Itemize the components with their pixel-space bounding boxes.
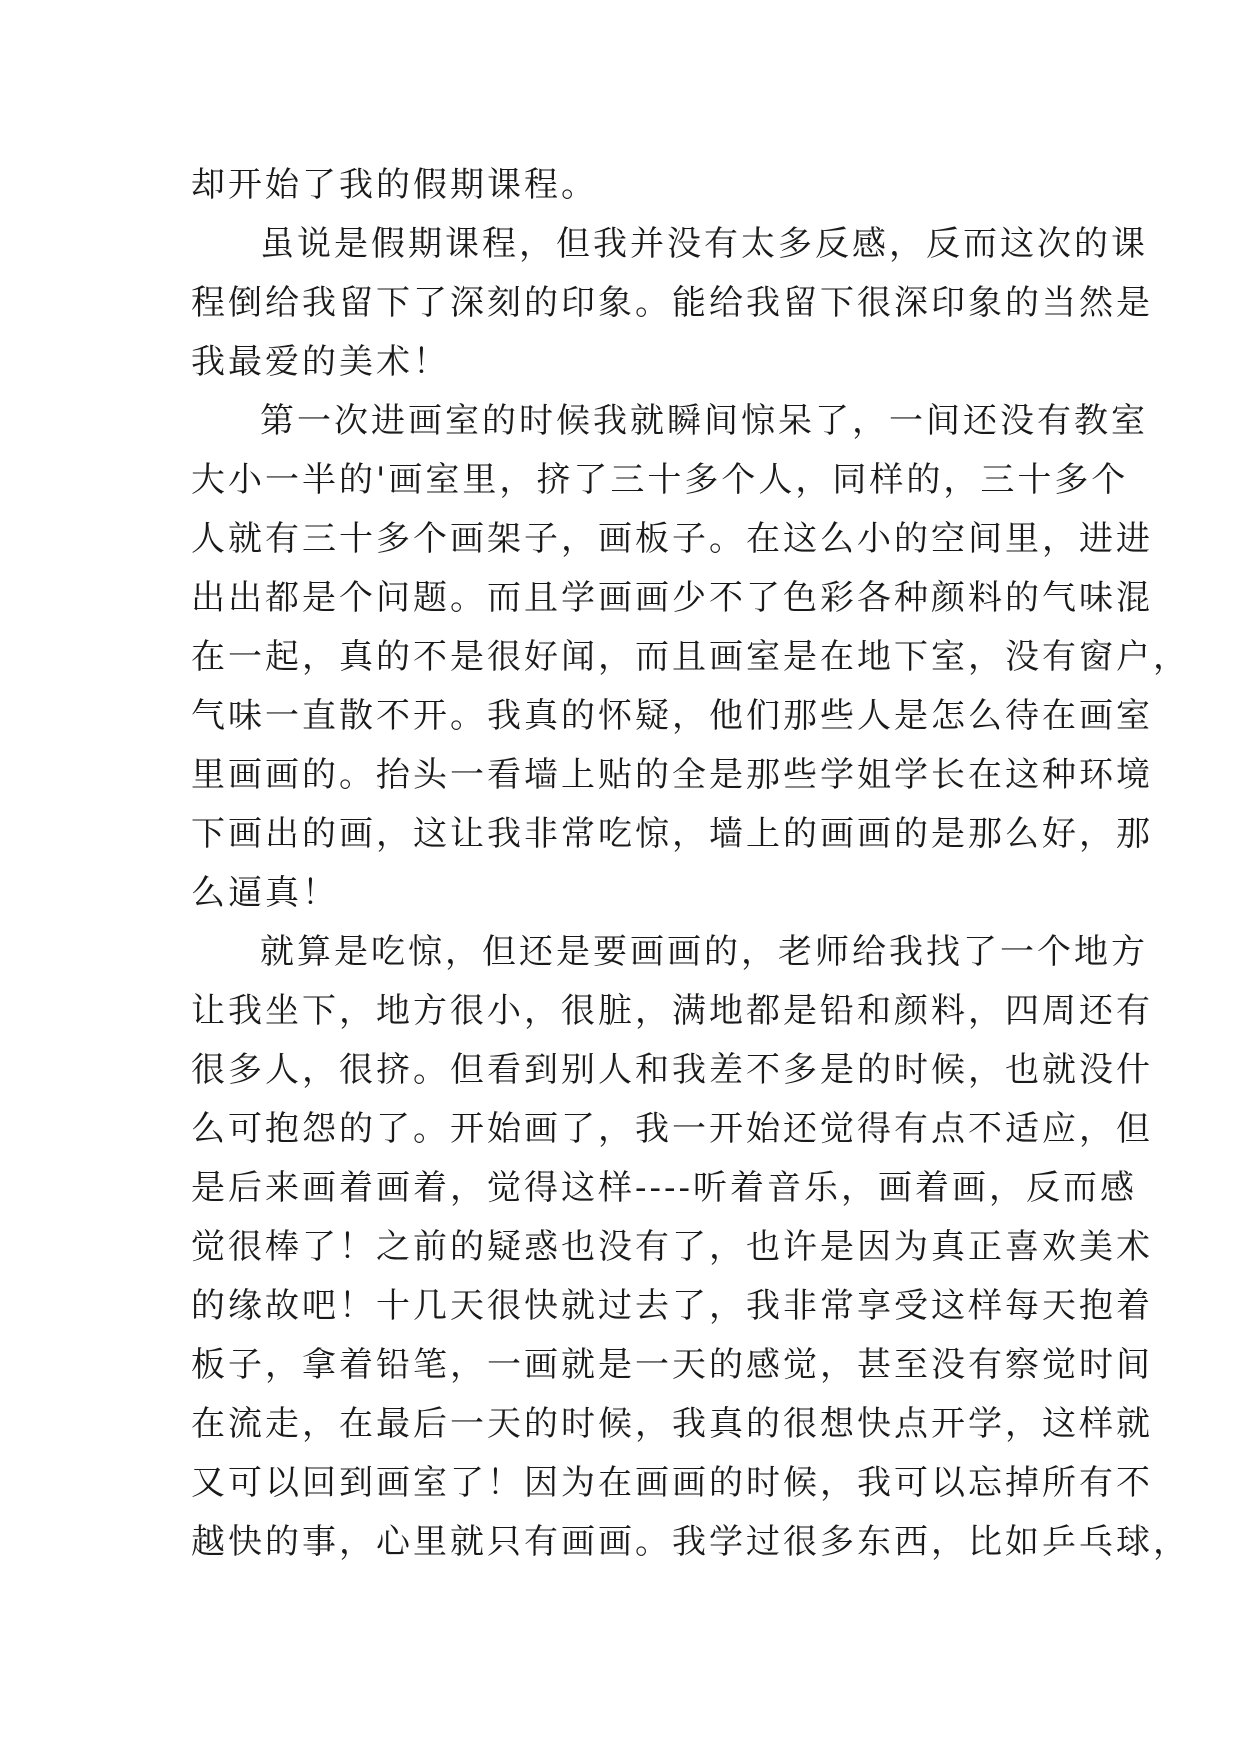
text-line: 却开始了我的假期课程。: [191, 165, 598, 205]
text-line: 又可以回到画室了！因为在画画的时候，我可以忘掉所有不: [191, 1463, 1153, 1503]
text-line: 下画出的画，这让我非常吃惊，墙上的画画的是那么好，那: [191, 814, 1153, 854]
text-line: 就算是吃惊，但还是要画画的，老师给我找了一个地方: [260, 932, 1148, 972]
text-line: 板子，拿着铅笔，一画就是一天的感觉，甚至没有察觉时间: [191, 1345, 1153, 1385]
text-line: 在一起，真的不是很好闻，而且画室是在地下室，没有窗户，: [191, 637, 1190, 677]
text-line: 么逼真！: [191, 873, 339, 913]
text-line: 越快的事，心里就只有画画。我学过很多东西，比如乒乓球，: [191, 1522, 1190, 1562]
body-text: [191, 156, 1190, 1572]
text-line: 很多人，很挤。但看到别人和我差不多是的时候，也就没什: [191, 1050, 1153, 1090]
text-line: 虽说是假期课程，但我并没有太多反感，反而这次的课: [260, 224, 1148, 264]
text-line: 第一次进画室的时候我就瞬间惊呆了，一间还没有教室: [260, 401, 1148, 441]
text-line: 是后来画着画着，觉得这样----听着音乐，画着画，反而感: [191, 1168, 1137, 1208]
text-line: 让我坐下，地方很小，很脏，满地都是铅和颜料，四周还有: [191, 991, 1153, 1031]
text-line: 气味一直散不开。我真的怀疑，他们那些人是怎么待在画室: [191, 696, 1153, 736]
text-line: 觉很棒了！之前的疑惑也没有了，也许是因为真正喜欢美术: [191, 1227, 1153, 1267]
text-line: 大小一半的'画室里，挤了三十多个人，同样的，三十多个: [191, 460, 1129, 500]
text-line: 么可抱怨的了。开始画了，我一开始还觉得有点不适应，但: [191, 1109, 1153, 1149]
text-line: 里画画的。抬头一看墙上贴的全是那些学姐学长在这种环境: [191, 755, 1153, 795]
text-line: 出出都是个问题。而且学画画少不了色彩各种颜料的气味混: [191, 578, 1153, 618]
text-line: 人就有三十多个画架子，画板子。在这么小的空间里，进进: [191, 519, 1153, 559]
text-line: 在流走，在最后一天的时候，我真的很想快点开学，这样就: [191, 1404, 1153, 1444]
text-line: 程倒给我留下了深刻的印象。能给我留下很深印象的当然是: [191, 283, 1153, 323]
text-line: 我最爱的美术！: [191, 342, 450, 382]
text-line: 的缘故吧！十几天很快就过去了，我非常享受这样每天抱着: [191, 1286, 1153, 1326]
